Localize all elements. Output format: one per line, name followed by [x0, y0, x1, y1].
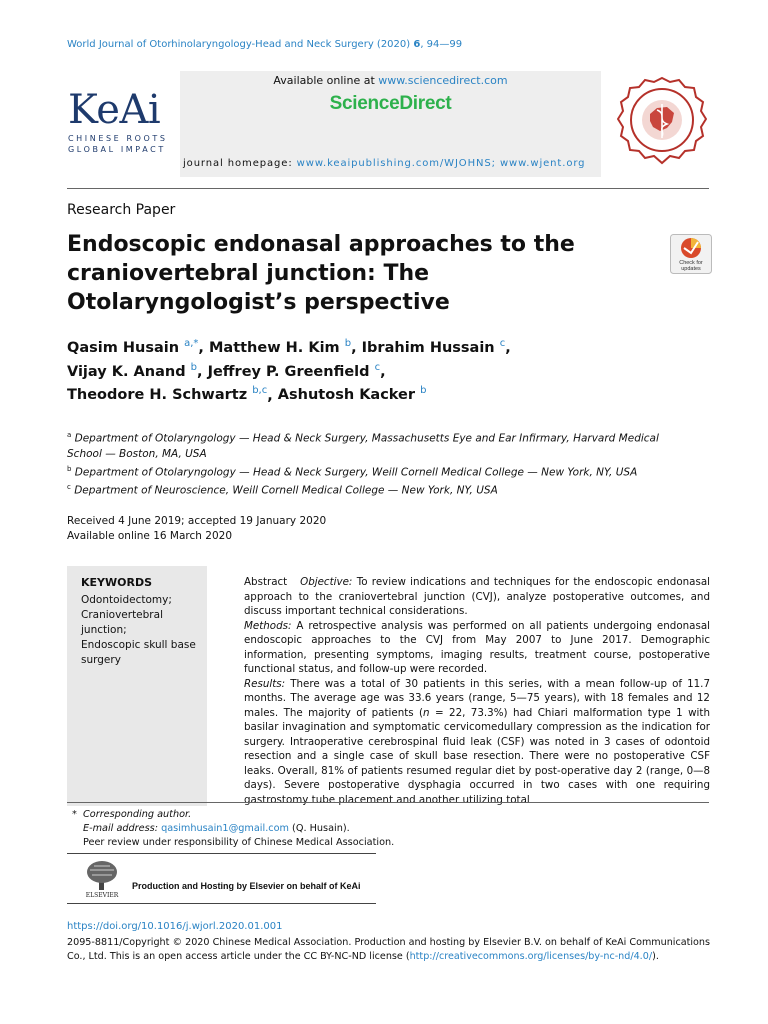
- article-dates: [67, 514, 326, 544]
- affiliation: $^b$ Department of Otolaryngology — Head & Neck Surgery, Weill Cornell Medical College — New York, NY, USA: [67, 464, 638, 478]
- abstract-objective: To review indications and techniques for the endoscopic endonasal approach to the craniovertebral junction (CVJ), analyze postoperative outcomes, and discuss important technical considerations.: [244, 576, 710, 617]
- elsevier-production-box: [67, 853, 376, 904]
- header-rule: [67, 188, 709, 189]
- svg-text:Check for: Check for: [679, 260, 703, 266]
- affiliations: [67, 428, 667, 499]
- doi-link[interactable]: https://doi.org/10.1016/j.wjorl.2020.01.001: [67, 921, 283, 932]
- footnote-rule: [67, 802, 709, 803]
- keyword: Endoscopic skull base surgery: [81, 639, 196, 666]
- keai-wordmark: KeAi: [68, 87, 161, 133]
- corresponding-author-note: * Corresponding author.: [72, 809, 192, 820]
- svg-text:updates: updates: [681, 266, 701, 272]
- elsevier-logo-text: ELSEVIER: [85, 892, 119, 898]
- journal-homepage: journal homepage: www.keaipublishing.com/WJOHNS; www.wjent.org: [183, 158, 586, 169]
- abstract-results: There was a total of 30 patients in this series, with a mean follow-up of 11.7 months. The average age was 33.6 years (range, 5—75 years), with 18 females and 12 males. The majority of patients (n = 22, 73.3%) had Chiari malformation type 1 with basilar invagination and symptomatic cervicomedullary compression as the indication for surgery. Intraoperative cerebrospinal fluid leak (CSF) was noted in 3 cases of odontoid resection and a single case of skull base resection. There were no postoperative CSF leaks. Overall, 81% of patients resumed regular diet by post-operative day 2 (range, 0—8 days). Severe postoperative dysphagia occurred in two cases with one requiring gastrostomy tube placement and another utilizing total: [244, 677, 710, 806]
- author[interactable]: Ibrahim Hussain $^c$: [361, 338, 506, 356]
- email-note: E-mail address: qasimhusain1@gmail.com (Q. Husain).: [83, 823, 350, 834]
- elsevier-hosting-text: Production and Hosting by Elsevier on behalf of KeAi: [132, 881, 361, 891]
- elsevier-tree-icon: [82, 858, 122, 898]
- article-type: Research Paper: [67, 202, 176, 218]
- email-link[interactable]: qasimhusain1@gmail.com: [161, 823, 289, 834]
- abstract: Abstract Objective: To review indications and techniques for the endoscopic endonasal approach to the craniovertebral junction (CVJ), analyze postoperative outcomes, and discuss important technical considerations. Methods: A retrospective analysis was performed on all patients undergoing endonasal endoscopic approaches to the CVJ from May 2007 to June 2017. Demographic information, presenting symptoms, imaging results, treatment course, postoperative functional status, and follow-up were recorded. Results: There was a total of 30 patients in this series, with a mean follow-up of 11.7 months. The average age was 33.6 years (range, 5—75 years), with 18 females and 12 males. The majority of patients (n = 22, 73.3%) had Chiari malformation type 1 with basilar invagination and symptomatic cervicomedullary compression as the indication for surgery. Intraoperative cerebrospinal fluid leak (CSF) was noted in 3 cases of odontoid resection and a single case of skull base resection. There were no postoperative CSF leaks. Overall, 81% of patients resumed regular diet by post-operative day 2 (range, 0—8 days). Severe postoperative dysphagia occurred in two cases with one requiring gastrostomy tube placement and another utilizing total: [244, 576, 710, 806]
- available-online: Available online at www.sciencedirect.com: [273, 74, 508, 87]
- homepage-links[interactable]: www.keaipublishing.com/WJOHNS; www.wjent.org: [296, 158, 586, 169]
- affiliation: $^c$ Department of Neuroscience, Weill Cornell Medical College — New York, NY, USA: [67, 483, 498, 497]
- chinese-medical-association-seal-icon: [617, 76, 707, 166]
- keyword: Odontoidectomy;: [81, 594, 172, 606]
- author[interactable]: Matthew H. Kim $^b$: [208, 338, 352, 356]
- footnotes: [72, 808, 702, 850]
- keai-tagline-2: GLOBAL IMPACT: [68, 145, 166, 154]
- author[interactable]: Vijay K. Anand $^b$: [67, 361, 197, 380]
- keyword: Craniovertebral junction;: [81, 609, 163, 636]
- keai-tagline-1: CHINESE ROOTS: [68, 134, 168, 143]
- available-online-date: Available online 16 March 2020: [67, 530, 232, 542]
- sciencedirect-logo[interactable]: ScienceDirect: [329, 93, 452, 114]
- check-for-updates-icon[interactable]: [670, 234, 712, 274]
- license-link[interactable]: http://creativecommons.org/licenses/by-nc-nd/4.0/: [409, 951, 653, 962]
- affiliation: $^a$ Department of Otolaryngology — Head & Neck Surgery, Massachusetts Eye and Ear Infirmary, Harvard Medical School — Boston, MA, USA: [67, 431, 659, 460]
- keai-logo: [68, 87, 168, 155]
- journal-reference[interactable]: World Journal of Otorhinolaryngology-Head and Neck Surgery (2020) 6, 94—99: [67, 39, 463, 50]
- author-list: Qasim Husain $^{a,*}$, Matthew H. Kim $^b$, Ibrahim Hussain $^c$, Vijay K. Anand $^b$, Jeffrey P. Greenfield $^c$, Theodore H. Schwartz $^{b,c}$, Ashutosh Kacker $^b$: [67, 338, 511, 404]
- author[interactable]: Qasim Husain $^{a,*}$: [67, 338, 199, 356]
- author[interactable]: Ashutosh Kacker $^b$: [277, 385, 427, 404]
- sciencedirect-link[interactable]: www.sciencedirect.com: [378, 74, 508, 87]
- peer-review-note: Peer review under responsibility of Chinese Medical Association.: [83, 837, 395, 848]
- keywords-box: [67, 566, 207, 806]
- abstract-heading: Abstract: [244, 576, 288, 588]
- author[interactable]: Jeffrey P. Greenfield $^c$: [207, 361, 381, 380]
- author[interactable]: Theodore H. Schwartz $^{b,c}$: [67, 385, 268, 404]
- received-date: Received 4 June 2019; accepted 19 January 2020: [67, 515, 327, 527]
- copyright-notice: 2095-8811/Copyright © 2020 Chinese Medical Association. Production and hosting by Elsevier B.V. on behalf of KeAi Communications Co., Ltd. This is an open access article under the CC BY-NC-ND license (http://creativecommons.org/licenses/by-nc-nd/4.0/).: [67, 937, 710, 962]
- sciencedirect-banner: [180, 71, 601, 177]
- article-title: Endoscopic endonasal approaches to the craniovertebral junction: The Otolaryngologist’s perspective: [67, 232, 575, 315]
- keywords-heading: KEYWORDS: [81, 576, 153, 589]
- keywords-list: [81, 593, 201, 668]
- abstract-methods: A retrospective analysis was performed on all patients undergoing endonasal endoscopic approaches to the CVJ from May 2007 to June 2017. Demographic information, presenting symptoms, imaging results, treatment course, postoperative functional status, and follow-up were recorded.: [244, 619, 710, 675]
